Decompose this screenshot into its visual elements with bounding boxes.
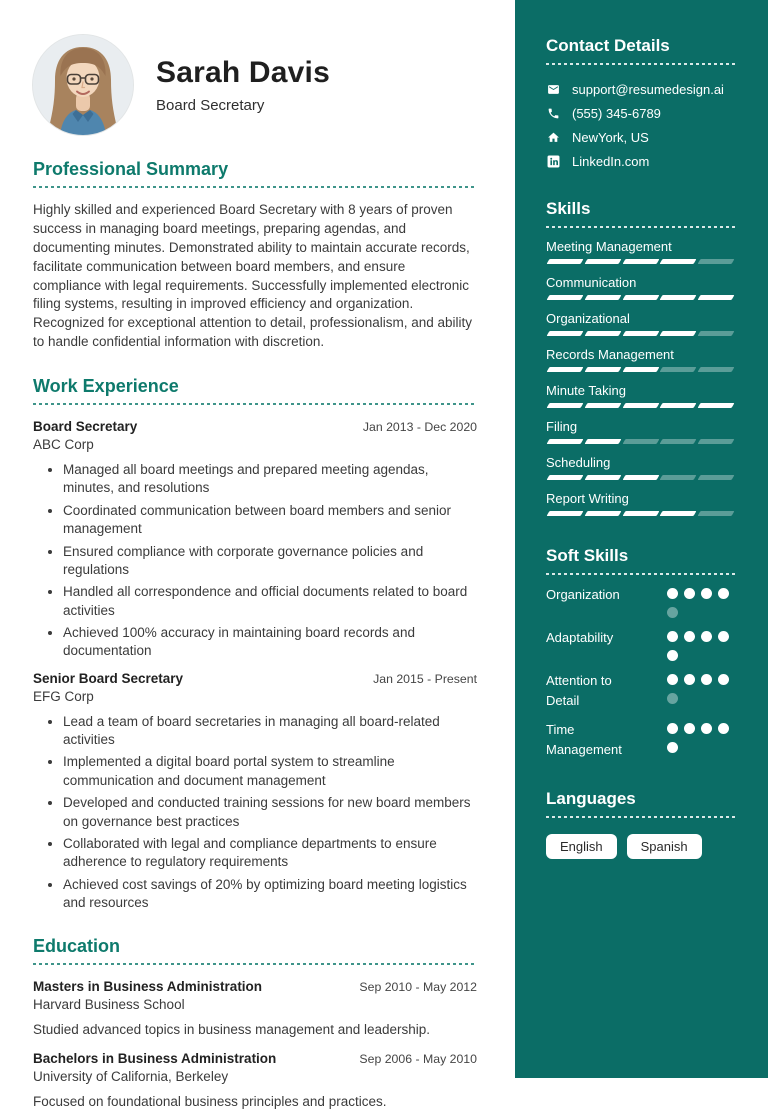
profile-photo-illustration bbox=[33, 35, 133, 135]
skill-bar-segment bbox=[547, 295, 584, 300]
section-divider bbox=[33, 963, 477, 965]
skill-bar-segment bbox=[584, 295, 621, 300]
person-job-title: Board Secretary bbox=[156, 97, 265, 114]
sidebar-section-skills bbox=[546, 199, 735, 516]
skill-bar-segment bbox=[622, 403, 659, 408]
skill-bar-segment bbox=[622, 439, 659, 444]
skill-bar-segment bbox=[622, 475, 659, 480]
skill-bar-segment bbox=[547, 259, 584, 264]
skill-label: Filing bbox=[546, 419, 578, 434]
skill-bar-segment bbox=[547, 439, 584, 444]
skill-bar-segment bbox=[660, 403, 697, 408]
summary-text: Highly skilled and experienced Board Secretary with 8 years of proven success in managing board meetings, preparing agendas, and documenting minutes. Demonstrated ability to maintain accurate records, facilitate communication between board members, and ensure compliance with legal requirements. Successfully implemented electronic filing systems, resulting in improved efficiency and organization. Recognized for exceptional attention to detail, professionalism, and ability to handle confidential information with discretion. bbox=[33, 202, 473, 350]
rating-dot bbox=[667, 631, 678, 642]
bullet-item: • Coordinated communication between board members and senior management bbox=[63, 502, 477, 539]
contact-row-phone bbox=[546, 106, 735, 121]
rating-dot bbox=[718, 588, 729, 599]
rating-dot bbox=[701, 588, 712, 599]
job-head bbox=[33, 419, 477, 434]
skill-bar-segment bbox=[622, 367, 659, 372]
skill-label: Report Writing bbox=[546, 491, 629, 506]
sidebar-divider bbox=[546, 573, 735, 575]
bullet-item: • Managed all board meetings and prepared meeting agendas, minutes, and resolutions bbox=[63, 461, 477, 498]
section-work-experience bbox=[33, 376, 477, 912]
skill-bar-segment bbox=[547, 511, 584, 516]
skill-label: Minute Taking bbox=[546, 383, 626, 398]
skill-item bbox=[546, 383, 735, 408]
rating-dot bbox=[667, 723, 678, 734]
skill-bar-segment bbox=[698, 439, 735, 444]
soft-skill-dots bbox=[667, 631, 735, 661]
education-heading: Education bbox=[33, 936, 121, 957]
rating-dot bbox=[667, 607, 678, 618]
contact-linkedin-value[interactable]: LinkedIn.com bbox=[572, 154, 650, 169]
rating-dot bbox=[701, 723, 712, 734]
job-entry bbox=[33, 671, 477, 913]
phone-icon bbox=[546, 107, 560, 121]
job-title: Senior Board Secretary bbox=[33, 670, 184, 686]
soft-skill-item bbox=[546, 671, 735, 710]
skill-bar-segment bbox=[584, 331, 621, 336]
rating-dot bbox=[667, 650, 678, 661]
bullet-item: • Ensured compliance with corporate governance policies and regulations bbox=[63, 543, 477, 580]
contact-row-location bbox=[546, 130, 735, 145]
skill-bar-segment bbox=[547, 475, 584, 480]
education-description: Focused on foundational business principles and practices. bbox=[33, 1094, 387, 1109]
job-dates: Jan 2013 - Dec 2020 bbox=[362, 420, 477, 435]
soft-skill-dots bbox=[667, 674, 735, 710]
skill-bar-segment bbox=[698, 295, 735, 300]
skill-bar-segment bbox=[622, 511, 659, 516]
skill-item bbox=[546, 311, 735, 336]
contact-heading: Contact Details bbox=[546, 36, 670, 55]
bullet-item: • Developed and conducted training sessions for new board members on governance best practices bbox=[63, 794, 477, 831]
contact-row-email[interactable] bbox=[546, 82, 735, 97]
soft-skills-list bbox=[546, 585, 735, 759]
rating-dot bbox=[718, 631, 729, 642]
contact-email-value[interactable]: support@resumedesign.ai bbox=[572, 82, 724, 97]
linkedin-icon bbox=[546, 155, 560, 169]
job-company: ABC Corp bbox=[33, 437, 94, 453]
rating-dot bbox=[684, 588, 695, 599]
job-bullet-list bbox=[33, 713, 477, 913]
skill-label: Organizational bbox=[546, 311, 630, 326]
sidebar-divider bbox=[546, 816, 735, 818]
education-entry bbox=[33, 979, 477, 1037]
sidebar-section-languages bbox=[546, 789, 735, 859]
skill-bar-segment bbox=[584, 403, 621, 408]
skill-label: Communication bbox=[546, 275, 637, 290]
skill-bar-segment bbox=[584, 511, 621, 516]
sidebar-section-soft-skills bbox=[546, 546, 735, 759]
sidebar-divider bbox=[546, 63, 735, 65]
rating-dot bbox=[701, 631, 712, 642]
skill-level-bar bbox=[546, 439, 735, 444]
soft-skill-item bbox=[546, 628, 735, 661]
rating-dot bbox=[667, 693, 678, 704]
skill-bar-segment bbox=[547, 367, 584, 372]
soft-skill-label: Time Management bbox=[546, 722, 622, 757]
skill-item bbox=[546, 491, 735, 516]
skill-bar-segment bbox=[584, 439, 621, 444]
soft-skill-item bbox=[546, 585, 735, 618]
job-dates: Jan 2015 - Present bbox=[373, 671, 477, 686]
contact-location-value: NewYork, US bbox=[572, 130, 649, 145]
rating-dot bbox=[667, 588, 678, 599]
skill-bar-segment bbox=[622, 259, 659, 264]
sidebar-section-contact bbox=[546, 36, 735, 169]
soft-skill-label: Adaptability bbox=[546, 630, 614, 645]
education-dates: Sep 2010 - May 2012 bbox=[359, 980, 477, 995]
skill-level-bar bbox=[546, 367, 735, 372]
skill-bar-segment bbox=[660, 295, 697, 300]
name-block bbox=[156, 56, 330, 114]
resume-header bbox=[33, 35, 477, 135]
job-head bbox=[33, 671, 477, 686]
skill-bar-segment bbox=[698, 403, 735, 408]
skills-list bbox=[546, 239, 735, 516]
skill-bar-segment bbox=[660, 331, 697, 336]
skills-heading: Skills bbox=[546, 199, 591, 218]
skill-bar-segment bbox=[698, 259, 735, 264]
degree-title: Bachelors in Business Administration bbox=[33, 1051, 277, 1067]
soft-skill-label: Organization bbox=[546, 587, 620, 602]
skill-bar-segment bbox=[698, 331, 735, 336]
skill-bar-segment bbox=[622, 295, 659, 300]
school-name: University of California, Berkeley bbox=[33, 1069, 229, 1085]
job-company: EFG Corp bbox=[33, 688, 94, 704]
email-icon bbox=[546, 83, 560, 97]
skill-bar-segment bbox=[660, 439, 697, 444]
education-entry bbox=[33, 1051, 477, 1109]
education-description: Studied advanced topics in business management and leadership. bbox=[33, 1022, 431, 1038]
skill-bar-segment bbox=[660, 259, 697, 264]
skill-bar-segment bbox=[698, 475, 735, 480]
skill-item bbox=[546, 455, 735, 480]
rating-dot bbox=[684, 723, 695, 734]
skill-bar-segment bbox=[698, 367, 735, 372]
section-divider bbox=[33, 186, 477, 188]
bullet-item: • Handled all correspondence and official documents related to board activities bbox=[63, 583, 477, 620]
sidebar-divider bbox=[546, 226, 735, 228]
section-divider bbox=[33, 403, 477, 405]
skill-label: Meeting Management bbox=[546, 239, 672, 254]
education-head bbox=[33, 1051, 477, 1066]
rating-dot bbox=[684, 674, 695, 685]
summary-heading: Professional Summary bbox=[33, 159, 229, 179]
rating-dot bbox=[684, 631, 695, 642]
skill-level-bar bbox=[546, 403, 735, 408]
bullet-item: • Achieved 100% accuracy in maintaining board records and documentation bbox=[63, 624, 477, 661]
rating-dot bbox=[667, 674, 678, 685]
skill-bar-segment bbox=[660, 475, 697, 480]
home-icon bbox=[546, 131, 560, 145]
soft-skills-heading: Soft Skills bbox=[546, 546, 629, 565]
contact-row-linkedin[interactable] bbox=[546, 154, 735, 169]
languages-heading: Languages bbox=[546, 789, 636, 808]
language-pill: Spanish bbox=[627, 834, 702, 859]
skill-bar-segment bbox=[584, 475, 621, 480]
skill-bar-segment bbox=[660, 367, 697, 372]
contact-phone-value: (555) 345-6789 bbox=[572, 106, 661, 121]
education-head bbox=[33, 979, 477, 994]
rating-dot bbox=[701, 674, 712, 685]
skill-item bbox=[546, 275, 735, 300]
soft-skill-dots bbox=[667, 723, 735, 759]
skill-level-bar bbox=[546, 259, 735, 264]
rating-dot bbox=[718, 723, 729, 734]
bullet-item: • Lead a team of board secretaries in managing all board-related activities bbox=[63, 713, 477, 750]
school-name: Harvard Business School bbox=[33, 997, 185, 1013]
section-education bbox=[33, 936, 477, 1109]
rating-dot bbox=[718, 674, 729, 685]
bullet-item: • Collaborated with legal and compliance departments to ensure adherence to regulatory requirements bbox=[63, 835, 477, 872]
bullet-item: • Achieved cost savings of 20% by optimizing board meeting logistics and resources bbox=[63, 876, 477, 913]
contact-list bbox=[546, 82, 735, 169]
skill-label: Records Management bbox=[546, 347, 674, 362]
rating-dot bbox=[667, 742, 678, 753]
skill-bar-segment bbox=[622, 331, 659, 336]
skill-item bbox=[546, 419, 735, 444]
skill-bar-segment bbox=[660, 511, 697, 516]
skill-bar-segment bbox=[584, 367, 621, 372]
work-heading: Work Experience bbox=[33, 376, 179, 397]
job-title: Board Secretary bbox=[33, 419, 138, 435]
skill-bar-segment bbox=[698, 511, 735, 516]
profile-photo bbox=[33, 35, 133, 135]
skill-item bbox=[546, 239, 735, 264]
skill-bar-segment bbox=[547, 403, 584, 408]
soft-skill-item bbox=[546, 720, 735, 759]
skill-level-bar bbox=[546, 475, 735, 480]
soft-skill-dots bbox=[667, 588, 735, 618]
languages-list bbox=[546, 834, 735, 859]
job-bullet-list bbox=[33, 461, 477, 661]
skill-level-bar bbox=[546, 331, 735, 336]
skill-bar-segment bbox=[547, 331, 584, 336]
education-dates: Sep 2006 - May 2010 bbox=[359, 1052, 477, 1067]
job-entry bbox=[33, 419, 477, 661]
skill-item bbox=[546, 347, 735, 372]
bullet-item: • Implemented a digital board portal system to streamline communication and document management bbox=[63, 753, 477, 790]
language-pill: English bbox=[546, 834, 617, 859]
skill-level-bar bbox=[546, 511, 735, 516]
skill-level-bar bbox=[546, 295, 735, 300]
degree-title: Masters in Business Administration bbox=[33, 979, 263, 995]
soft-skill-label: Attention to Detail bbox=[546, 673, 612, 708]
sidebar bbox=[515, 0, 768, 1078]
skill-bar-segment bbox=[584, 259, 621, 264]
skill-label: Scheduling bbox=[546, 455, 611, 470]
section-professional-summary bbox=[33, 159, 477, 352]
person-name: Sarah Davis bbox=[156, 56, 330, 89]
